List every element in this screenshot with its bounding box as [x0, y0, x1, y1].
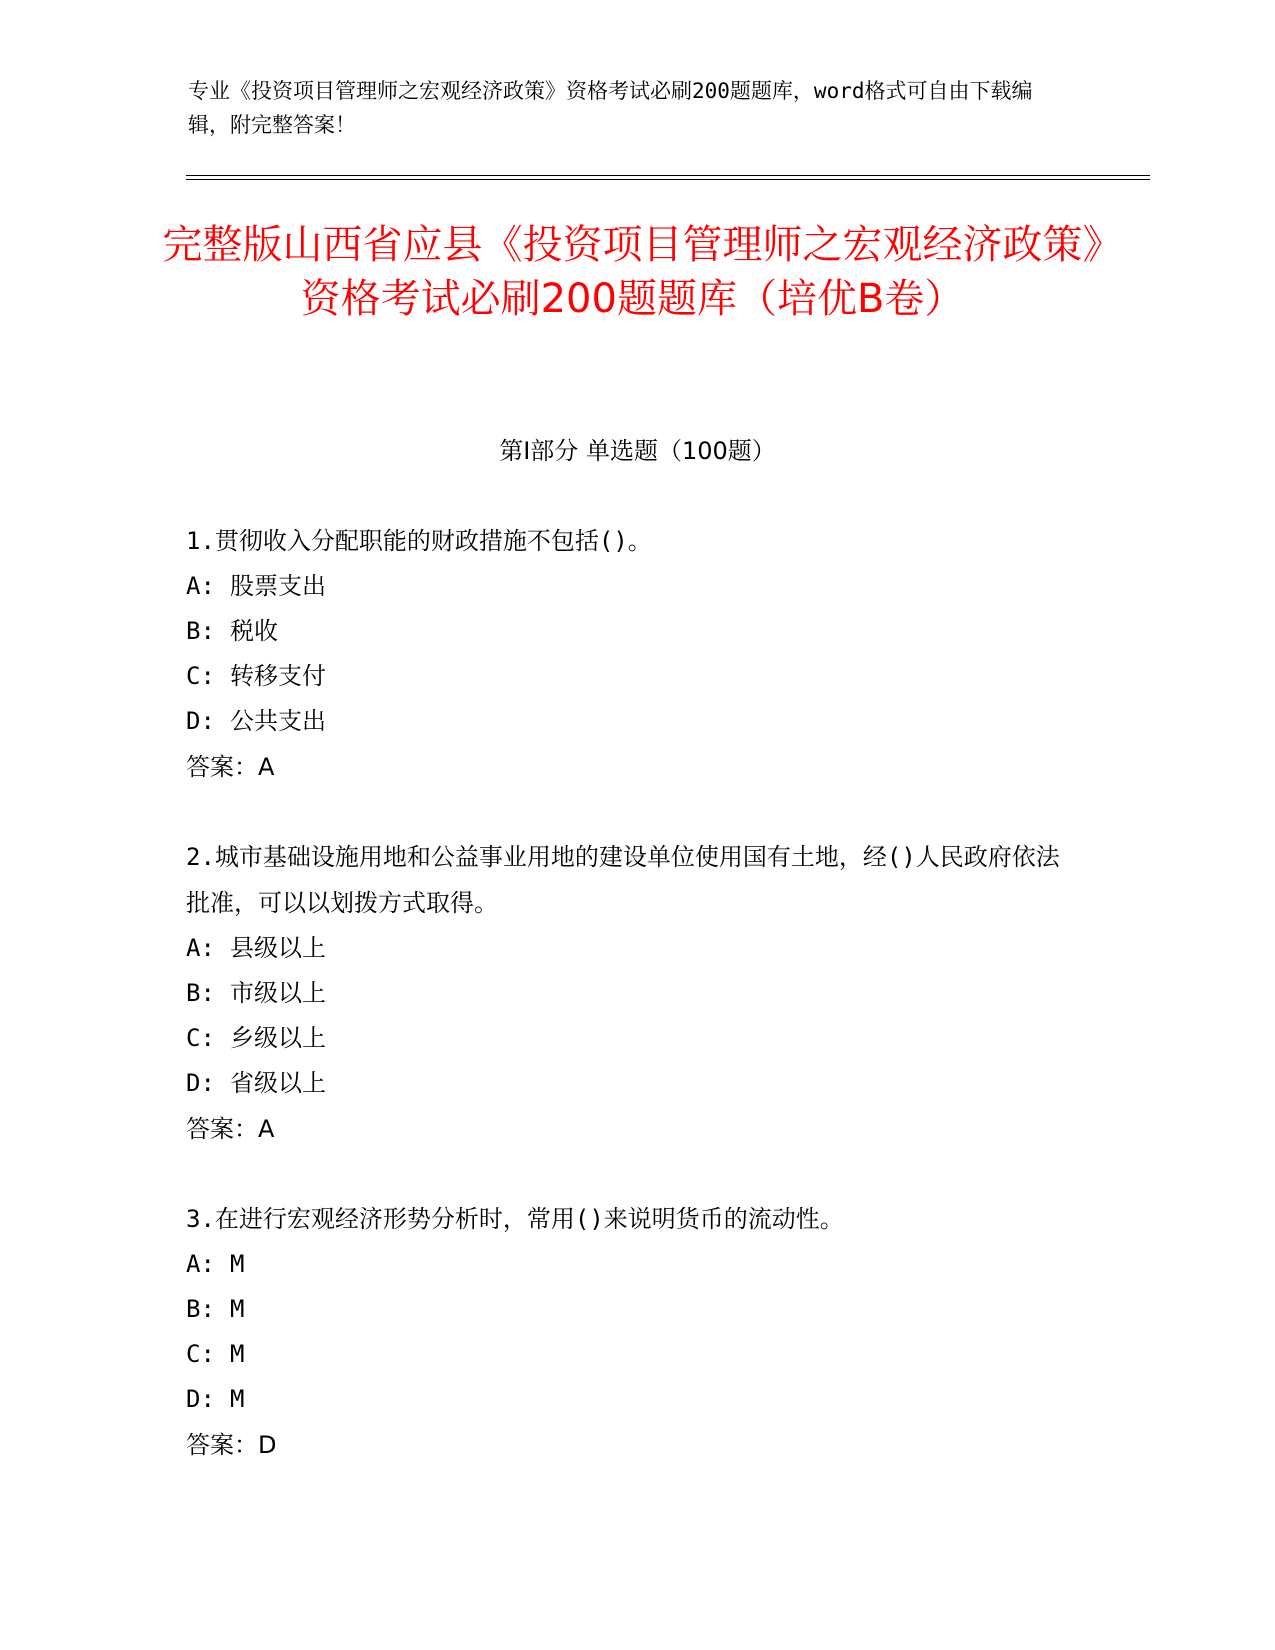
option-b: [186, 609, 1066, 654]
question-3: [186, 1196, 1066, 1468]
option-a: [186, 926, 1066, 971]
question-stem: 2.城市基础设施用地和公益事业用地的建设单位使用国有土地，经()人民政府依法批准，可以以划拨方式取得。: [186, 843, 1060, 917]
option-text: M: [230, 1295, 245, 1323]
option-letter: B:: [186, 617, 215, 645]
question-stem: 1.贯彻收入分配职能的财政措施不包括()。: [186, 527, 652, 555]
option-text: 转移支付: [230, 662, 326, 690]
option-text: 股票支出: [230, 572, 326, 600]
option-letter: C:: [186, 1024, 215, 1052]
question-list: [186, 518, 1066, 1512]
option-letter: A:: [186, 1250, 215, 1278]
option-text: 乡级以上: [230, 1024, 326, 1052]
option-letter: C:: [186, 662, 215, 690]
option-letter: B:: [186, 979, 215, 1007]
question-stem: 3.在进行宏观经济形势分析时，常用()来说明货币的流动性。: [186, 1205, 844, 1233]
header-note: 专业《投资项目管理师之宏观经济政策》资格考试必刷200题题库，word格式可自由下载编辑，附完整答案！: [188, 79, 1033, 137]
option-c: [186, 654, 1066, 699]
option-d: [186, 699, 1066, 744]
option-letter: A:: [186, 572, 215, 600]
option-letter: D:: [186, 1385, 215, 1413]
option-letter: A:: [186, 934, 215, 962]
option-text: M: [230, 1250, 245, 1278]
option-text: 公共支出: [230, 707, 326, 735]
question-1: [186, 518, 1066, 790]
option-a: [186, 1242, 1066, 1287]
option-text: M: [230, 1340, 245, 1368]
answer-line: 答案：A: [186, 1115, 275, 1143]
option-letter: C:: [186, 1340, 215, 1368]
option-text: 市级以上: [230, 979, 326, 1007]
option-letter: D:: [186, 1069, 215, 1097]
option-text: M: [230, 1385, 245, 1413]
option-text: 省级以上: [230, 1069, 326, 1097]
option-a: [186, 564, 1066, 609]
option-letter: D:: [186, 707, 215, 735]
header-divider: [186, 175, 1150, 180]
option-letter: B:: [186, 1295, 215, 1323]
option-b: [186, 971, 1066, 1016]
option-text: 县级以上: [230, 934, 326, 962]
option-text: 税收: [230, 617, 278, 645]
question-2: [186, 834, 1066, 1152]
option-b: [186, 1287, 1066, 1332]
option-c: [186, 1332, 1066, 1377]
option-d: [186, 1061, 1066, 1106]
answer-line: 答案：A: [186, 753, 275, 781]
answer-line: 答案：D: [186, 1431, 277, 1459]
option-c: [186, 1016, 1066, 1061]
option-d: [186, 1377, 1066, 1422]
section-heading: 第I部分 单选题（100题）: [499, 437, 776, 465]
document-title: 完整版山西省应县《投资项目管理师之宏观经济政策》资格考试必刷200题题库（培优B卷）: [162, 222, 1103, 322]
